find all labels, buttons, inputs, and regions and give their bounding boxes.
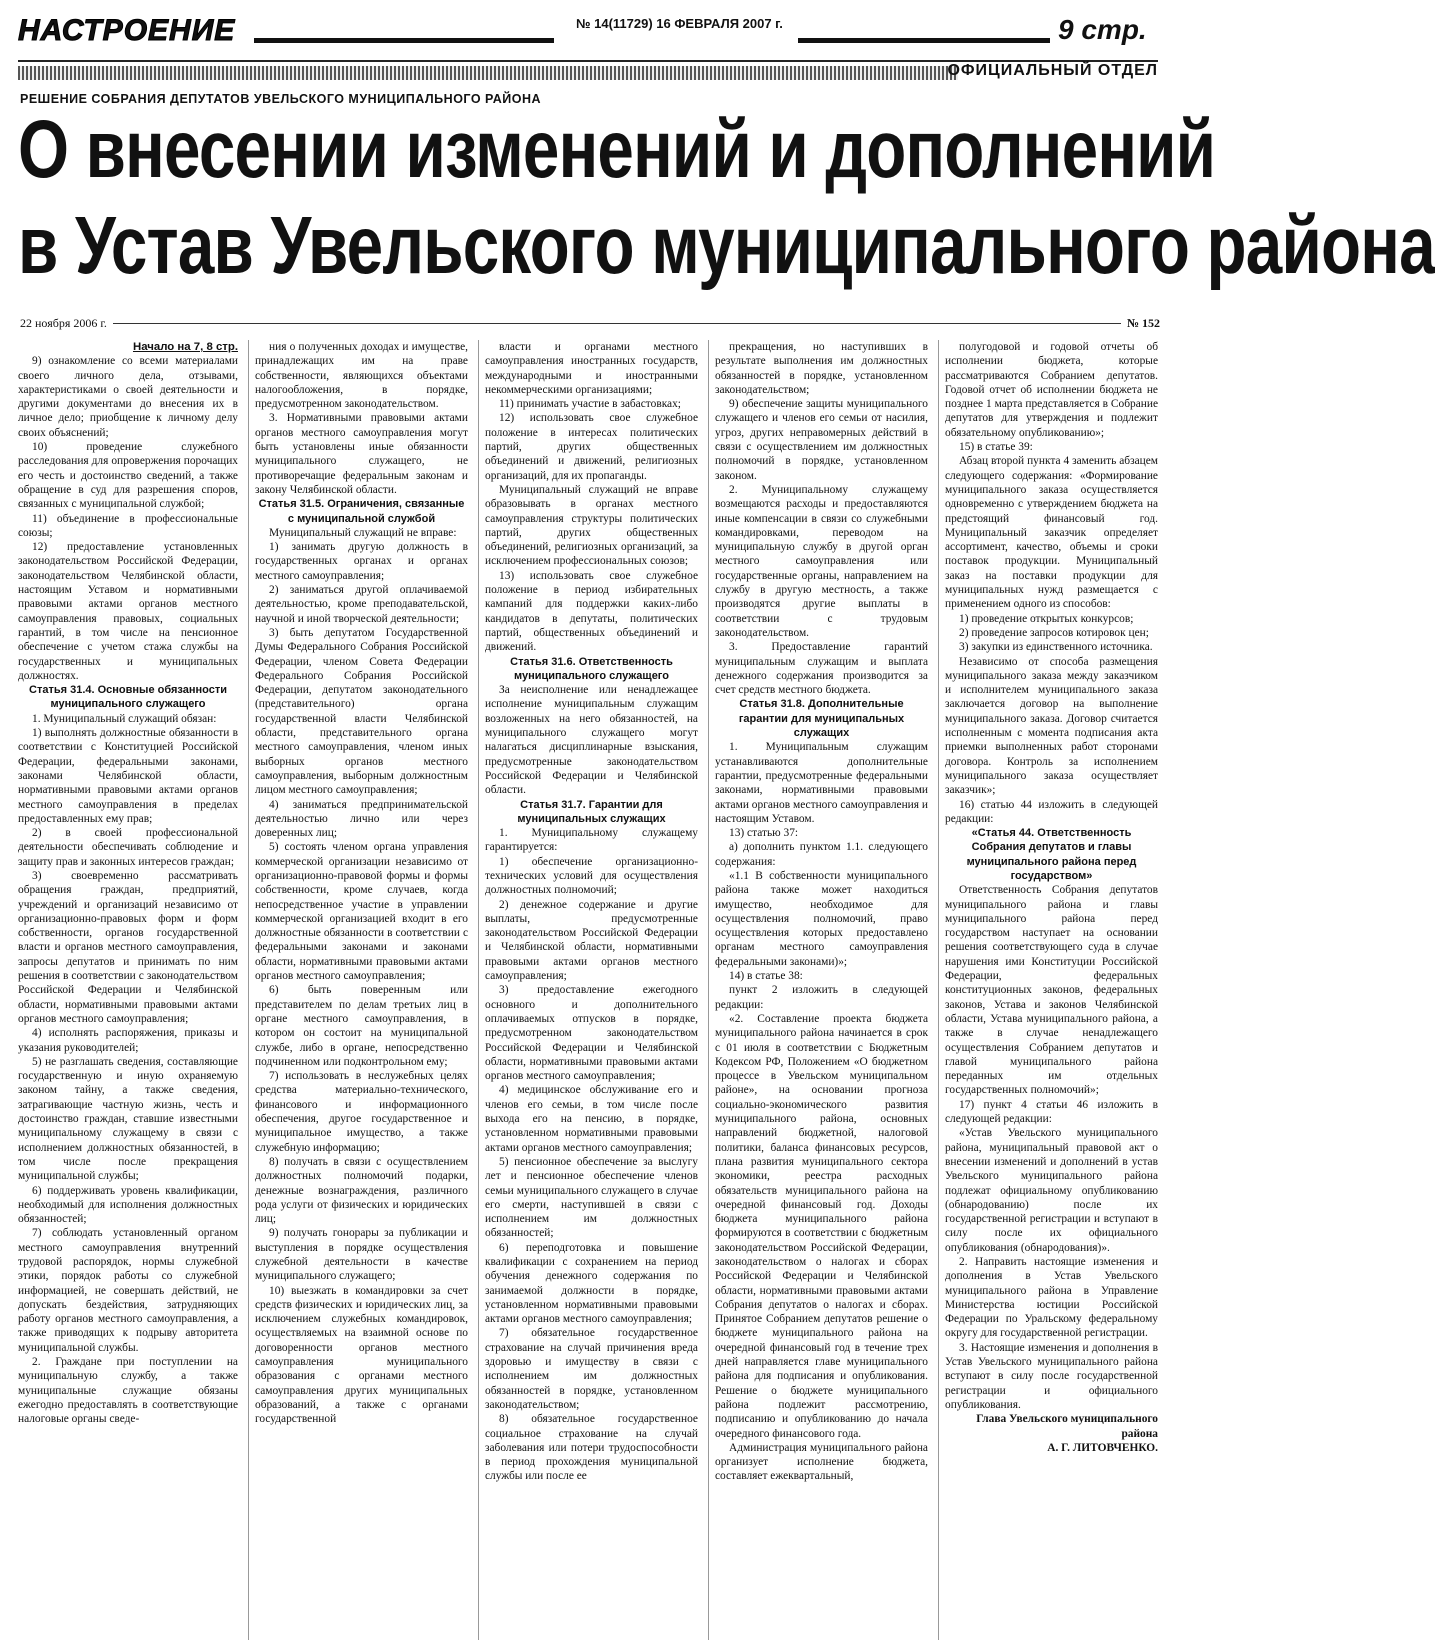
paragraph: 10) проведение служебного расследования для опровержения порочащих его честь и достоинство сведений, а также обращение в суд для разрешения споров, связанных с муниципальной службой; (18, 441, 238, 511)
paragraph: 2) проведение запросов котировок цен; (959, 626, 1149, 639)
paragraph: 3) своевременно рассматривать обращения граждан, предприятий, учреждений и организаций независимо от организационно-правовых форм и форм собственности, органов государственной власти и органов местного самоуправления, запросы депутатов и принимать по ним решения в соответствии с законодательством Российской Федерации и Челябинской области, нормативными правовыми актами органов местного самоуправления; (18, 869, 238, 1025)
paragraph: пункт 2 изложить в следующей редакции: (715, 984, 928, 1011)
text-column-2 (248, 340, 468, 1640)
paragraph: 6) быть поверенным или представителем по делам третьих лиц в органе местного самоуправления, в котором он состоит на муниципальной службе, либо в органе, непосредственно подчиненном или подконтрольном ему; (255, 984, 468, 1068)
masthead-rule-left (254, 38, 554, 43)
department-label: ОФИЦИАЛЬНЫЙ ОТДЕЛ (947, 62, 1158, 79)
headline-line-2: в Устав Увельского муниципального района (18, 200, 1435, 291)
article-heading: Статья 31.7. Гарантии для муниципальных служащих (517, 798, 666, 825)
paragraph: а) дополнить пунктом 1.1. следующего содержания: (715, 841, 928, 868)
paragraph: 4) заниматься предпринимательской деятельностью лично или через доверенных лиц; (255, 798, 468, 840)
paragraph: 11) объединение в профессиональные союзы; (18, 512, 238, 539)
dateline-rule (20, 323, 1160, 324)
paragraph: 7) обязательное государственное страхование на случай причинения вреда здоровью и имуществу в связи с исполнением им должностных обязанностей в порядке, установленном законодательством; (485, 1327, 698, 1411)
paragraph: Независимо от способа размещения муниципального заказа между заказчиком и исполнителем муниципального заказа заключается договор на выполнение муниципального заказа. Договор считается исполненным с момента подписания акта приемки выполненных работ сторонами договора. Контроль за исполнением муниципального заказа осуществляет заказчик»; (945, 655, 1158, 797)
paragraph: 9) получать гонорары за публикации и выступления в порядке осуществления служебной деятельности в качестве муниципального служащего; (255, 1227, 468, 1283)
paragraph: 1. Муниципальный служащий обязан: (32, 712, 217, 725)
paragraph: 11) принимать участие в забастовках; (499, 398, 681, 411)
paragraph: 1) выполнять должностные обязанности в соответствии с Конституцией Российской Федерации, федеральными законами, законами Челябинской области, нормативными правовыми актами органов местного самоуправления в пределах предоставленных ему прав; (18, 727, 238, 825)
paragraph: 8) обязательное государственное социальное страхование на случай заболевания или потери трудоспособности в период прохождения муниципальной службы или после ее (485, 1413, 698, 1483)
paragraph: За неисполнение или ненадлежащее исполнение муниципальным служащим возложенных на него обязанностей, на муниципального служащего могут налагаться дисциплинарные взыскания, предусмотренные законодательством Российской Федерации и Челябинской области. (485, 684, 698, 797)
paragraph: Муниципальный служащий не вправе: (269, 526, 457, 539)
paragraph: 12) предоставление установленных законодательством Российской Федерации, законодательством Челябинской области, настоящим Уставом и нормативными правовыми актами органов местного самоуправления правовых, социальных гарантий, в том числе на пенсионное обеспечение с учетом стажа службы на государственных и муниципальных должностях. (18, 541, 238, 682)
paragraph: 2. Направить настоящие изменения и дополнения в Устав Увельского муниципального района в Управление Министерства юстиции Российской Федерации по Уральскому федеральному округу для государственной регистрации. (945, 1256, 1158, 1340)
article-headline (18, 102, 1435, 294)
decision-number: № 152 (1121, 316, 1160, 331)
paragraph: 1) занимать другую должность в государственных органах и органах местного самоуправления; (255, 541, 468, 582)
article-heading: Статья 31.8. Дополнительные гарантии для муниципальных служащих (738, 698, 905, 740)
paragraph: 2) денежное содержание и другие выплаты, предусмотренные законодательством Российской Федерации и Челябинской области, нормативными правовыми актами органов местного самоуправления; (485, 898, 698, 983)
paragraph: «2. Составление проекта бюджета муниципального района начинается в срок с 01 июля в соответствии с Бюджетным Кодексом РФ, Положением «О бюджетном процессе в Увельском муниципальном районе», на основании прогноза социально-экономического развития муниципального района, основных направлений бюджетной, налоговой политики, баланса финансовых ресурсов, плана развития муниципального сектора экономики, реестра расходных обязательств муниципального района на очередной финансовый год. Доходы бюджета муниципального района формируются в соответствии с бюджетным законодательством Российской Федерации, законодательством о налогах и сборах Российской Федерации и Челябинской области, нормативными правовыми актами Собрания депутатов о налогах и сборах. Принятое Собранием депутатов решение о бюджете муниципального района на очередной финансовый год в течение трех дней направляется главе муниципального района для подписания и опубликования. Решение о бюджете муниципального района подлежит рассмотрению, подписанию и опубликованию до начала очередного финансового года. (715, 1012, 928, 1440)
paragraph: 1. Муниципальным служащим устанавливаются дополнительные гарантии, предусмотренные федеральными законами, нормативными правовыми актами органов местного самоуправления и настоящим Уставом. (715, 741, 928, 825)
paragraph: 2. Муниципальному служащему возмещаются расходы и предоставляются иные компенсации в связи со служебными командировками, переводом на муниципальную службу в другой орган местного самоуправления или государственные органы, направлением на службу в другую местность, а также производятся другие выплаты в соответствии с трудовым законодательством. (715, 483, 928, 639)
text-column-4 (708, 340, 928, 1640)
paragraph: 3. Нормативными правовыми актами органов местного самоуправления могут быть установлены иные обязанности муниципального служащего, не противоречащие федеральным законам и закону Челябинской области. (255, 412, 468, 496)
paragraph: Муниципальный служащий не вправе образовывать в органах местного самоуправления структуры политических партий, других общественных объединений, религиозных организаций, за исключением профессиональных союзов; (485, 483, 698, 568)
paragraph: 10) выезжать в командировки за счет средств физических и юридических лиц, за исключением служебных командировок, осуществляемых на взаимной основе по договоренности органов местного самоуправления муниципального образования с органами местного самоуправления других муниципальных образований, а также с органами государственной (255, 1284, 468, 1426)
decision-date: 22 ноября 2006 г. (20, 316, 113, 331)
paragraph: Ответственность Собрания депутатов муниципального района и главы муниципального района перед государством наступает на основании решения соответствующего суда в случае нарушения ими Конституции Российской Федерации, федеральных конституционных законов, федеральных законов, Устава и законов Челябинской области, Устава муниципального района, а также в случае ненадлежащего осуществления Собранием депутатов и главой муниципального района переданных им отдельных государственных полномочий»; (945, 884, 1158, 1097)
paragraph: 9) ознакомление со всеми материалами своего личного дела, отзывами, характеристиками о своей деятельности и другими документами до внесения их в личное дело; приобщение к личному делу своих объяснений; (18, 355, 238, 439)
paragraph: 3. Настоящие изменения и дополнения в Устав Увельского муниципального района вступают в силу после государственной регистрации и официального опубликования. (945, 1341, 1158, 1411)
paragraph: власти и органами местного самоуправления иностранных государств, международными и иностранными некоммерческими организациями; (485, 341, 698, 396)
paragraph: 2) в своей профессиональной деятельности обеспечивать соблюдение и защиту прав и законных интересов граждан; (18, 827, 238, 868)
paragraph: 12) использовать свое служебное положение в интересах политических партий, других общественных объединений и движений, религиозных организаций, для их пропаганды. (485, 412, 698, 482)
paragraph: 1. Муниципальному служащему гарантируется: (485, 827, 698, 854)
paragraph: «1.1 В собственности муниципального района также может находиться имущество, необходимое для осуществления полномочий, право осуществления которых предоставлено органам местного самоуправления федеральными законами)»; (715, 869, 928, 968)
paragraph: 9) обеспечение защиты муниципального служащего и членов его семьи от насилия, угроз, других неправомерных действий в связи с осуществлением им должностных полномочий в порядке, установленном законом. (715, 398, 928, 482)
paragraph: 6) переподготовка и повышение квалификации с сохранением на период обучения денежного содержания по занимаемой должности в порядке, установленном нормативными правовыми актами органов местного самоуправления; (485, 1241, 698, 1326)
paragraph: 15) в статье 39: (959, 441, 1033, 454)
paragraph: прекращения, но наступивших в результате выполнения им должностных обязанностей в порядке, установленном законодательством; (715, 341, 928, 396)
article-heading: Статья 31.6. Ответственность муниципального служащего (510, 655, 673, 682)
paragraph: Абзац второй пункта 4 заменить абзацем следующего содержания: «Формирование муниципального заказа осуществляется одновременно с утверждением бюджета на предстоящий финансовый год. Муниципальный заказчик определяет ассортимент, качество, объемы и сроки поставок продукции. Муниципальный заказ на поставки продукции для муниципальных нужд размещается с применением одного из способов: (945, 455, 1158, 611)
paragraph: 16) статью 44 изложить в следующей редакции: (945, 798, 1158, 825)
signature-line: А. Г. ЛИТОВЧЕНКО. (1047, 1441, 1158, 1454)
department-bar (18, 60, 1158, 86)
paragraph: «Устав Увельского муниципального района, муниципальный правовой акт о внесении изменений и дополнений в устав Увельского муниципального района подлежат официальному опубликованию (обнародованию) после их государственной регистрации и вступают в силу после их официального опубликования (обнародования)». (945, 1127, 1158, 1254)
paragraph: 3) закупки из единственного источника. (959, 641, 1153, 654)
paragraph: 3) быть депутатом Государственной Думы Федерального Собрания Российской Федерации, членом Совета Федерации Федерального Собрания Российской Федерации, депутатом законодательного (представительного) органа государственной власти Челябинской области, представительного органа местного самоуправления, членом иных выборных органов местного самоуправления, выборным должностным лицом местного самоуправления; (255, 626, 468, 797)
signature-line: Глава Увельского муниципального района (976, 1413, 1158, 1440)
issue-info: № 14(11729) 16 ФЕВРАЛЯ 2007 г. (576, 16, 783, 31)
paragraph: 7) соблюдать установленный органом местного самоуправления внутренний трудовой распорядок, нормы служебной этики, порядок работы со служебной информацией, не совершать действий, не допускать бездействия, затрудняющих работу органов местного самоуправления, а также приводящих к подрыву авторитета муниципальной службы. (18, 1227, 238, 1354)
paragraph: 14) в статье 38: (729, 970, 803, 983)
article-kicker: РЕШЕНИЕ СОБРАНИЯ ДЕПУТАТОВ УВЕЛЬСКОГО МУНИЦИПАЛЬНОГО РАЙОНА (20, 92, 542, 106)
paragraph: 4) медицинское обслуживание его и членов его семьи, в том числе после выхода его на пенсию, в порядке, установленном нормативными правовыми актами органов местного самоуправления; (485, 1084, 698, 1154)
paragraph: 8) получать в связи с осуществлением должностных полномочий подарки, денежные вознаграждения, различного рода услуги от физических и юридических лиц; (255, 1155, 468, 1226)
paragraph: 13) использовать свое служебное положение в период избирательных кампаний для поддержки каких-либо кандидатов в депутаты, политических партий, общественных объединений и движений. (485, 569, 698, 654)
paragraph: ния о полученных доходах и имуществе, принадлежащих им на праве собственности, являющихся объектами налогообложения, в порядке, предусмотренном законодательством. (255, 341, 468, 411)
paragraph: 1) проведение открытых конкурсов; (959, 612, 1134, 625)
text-column-5 (938, 340, 1158, 1640)
paragraph: полугодовой и годовой отчеты об исполнении бюджета, которые рассматриваются Собранием депутатов. Годовой отчет об исполнении бюджета не позднее 1 марта представляется в Собрание депутатов для утверждения и подлежит обязательному опубликованию»; (945, 341, 1158, 439)
masthead (18, 14, 1158, 54)
continuation-note: Начало на 7, 8 стр. (132, 341, 238, 353)
masthead-rule-right (798, 38, 1050, 43)
article-body (18, 340, 1158, 1640)
text-column-1 (18, 340, 238, 1640)
dateline (20, 316, 1160, 332)
article-heading: Статья 31.4. Основные обязанности муниципального служащего (29, 684, 227, 711)
paragraph: 3) предоставление ежегодного основного и дополнительного оплачиваемых отпусков в порядке, предусмотренном законодательством Российской Федерации и Челябинской области, нормативными правовыми актами органов местного самоуправления; (485, 984, 698, 1083)
paragraph: 7) использовать в неслужебных целях средства материально-технического, финансового и информационного обеспечения, другое государственное и муниципальное имущество, а также служебную информацию; (255, 1070, 468, 1154)
paragraph: 1) обеспечение организационно-технических условий для осуществления должностных полномочий; (485, 855, 698, 897)
paragraph: 5) не разглашать сведения, составляющие государственную и иную охраняемую законом тайну, а также сведения, затрагивающие частную жизнь, честь и достоинство граждан, ставшие известными муниципальному служащему в связи с исполнением должностных обязанностей, в том числе после прекращения муниципальной службы; (18, 1055, 238, 1183)
paragraph: 5) состоять членом органа управления коммерческой организации независимо от организационно-правовой формы и формы собственности, кроме случаев, когда непосредственное участие в управлении коммерческой организацией входит в его должностные обязанности в соответствии с федеральными законами и законами области, нормативными правовыми актами органов местного самоуправления; (255, 841, 468, 983)
paragraph: 17) пункт 4 статьи 46 изложить в следующей редакции: (945, 1098, 1158, 1126)
paragraph: 13) статью 37: (729, 827, 799, 840)
headline-line-1: О внесении изменений и дополнений (18, 104, 1216, 195)
paragraph: Администрация муниципального района организует исполнение бюджета, составляет ежеквартальный, (715, 1441, 928, 1483)
paragraph: 3. Предоставление гарантий муниципальным служащим и выплата денежного содержания производится за счет средств местного бюджета. (715, 641, 928, 697)
paragraph: 2) заниматься другой оплачиваемой деятельностью, кроме преподавательской, научной и иной творческой деятельности; (255, 584, 468, 625)
article-heading: «Статья 44. Ответственность Собрания депутатов и главы муниципального района перед государством» (966, 827, 1137, 882)
paragraph: 6) поддерживать уровень квалификации, необходимый для исполнения должностных обязанностей; (18, 1184, 238, 1226)
text-column-3 (478, 340, 698, 1640)
section-title: НАСТРОЕНИЕ (18, 14, 236, 47)
page-number: 9 стр. (1058, 14, 1147, 45)
department-hatch (18, 66, 958, 80)
paragraph: 2. Граждане при поступлении на муниципальную службу, а также муниципальные служащие обязаны ежегодно предоставлять в соответствующие налоговые органы сведе- (18, 1356, 238, 1426)
article-heading: Статья 31.5. Ограничения, связанные с муниципальной службой (258, 498, 465, 525)
paragraph: 5) пенсионное обеспечение за выслугу лет и пенсионное обеспечение членов семьи муниципального служащего в случае его смерти, наступившей в связи с исполнением им должностных обязанностей; (485, 1155, 698, 1240)
paragraph: 4) исполнять распоряжения, приказы и указания руководителей; (18, 1027, 238, 1054)
